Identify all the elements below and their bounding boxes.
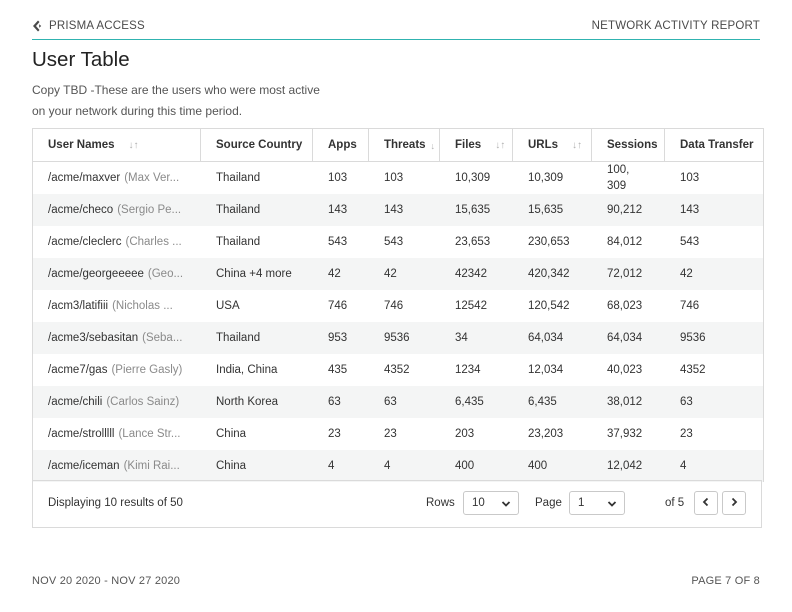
sessions-cell: 12,042 xyxy=(607,460,643,472)
urls-cell: 12,034 xyxy=(528,364,564,376)
threats-cell: 103 xyxy=(384,172,404,184)
country-cell: Thailand xyxy=(216,332,261,344)
data-transfer-cell: 103 xyxy=(680,172,700,184)
user-name-cell[interactable]: /acme/cleclerc (Charles ... xyxy=(48,236,182,248)
files-cell: 10,309 xyxy=(455,172,491,184)
apps-cell: 23 xyxy=(328,428,341,440)
data-transfer-cell: 63 xyxy=(680,396,693,408)
apps-cell: 953 xyxy=(328,332,348,344)
column-header-user-names[interactable]: User Names ↓↑ xyxy=(33,129,201,161)
country-cell: China +4 more xyxy=(216,268,292,280)
apps-cell: 63 xyxy=(328,396,341,408)
apps-cell: 746 xyxy=(328,300,348,312)
table-row[interactable] xyxy=(33,354,763,386)
rows-label: Rows xyxy=(426,497,455,509)
brand-name: PRISMA ACCESS xyxy=(49,20,145,32)
user-name-cell[interactable]: /acme/checo (Sergio Pe... xyxy=(48,204,182,216)
table-header-row xyxy=(33,129,763,162)
sort-arrows-icon[interactable]: ↓↑ xyxy=(572,139,583,151)
country-cell: China xyxy=(216,460,247,472)
threats-cell: 42 xyxy=(384,268,397,280)
sessions-cell: 100, 309 xyxy=(607,164,630,192)
country-cell: USA xyxy=(216,300,240,312)
sessions-cell: 38,012 xyxy=(607,396,643,408)
table-row[interactable] xyxy=(33,290,763,322)
chevron-down-icon xyxy=(607,499,617,507)
urls-cell: 120,542 xyxy=(528,300,570,312)
threats-cell: 63 xyxy=(384,396,397,408)
country-cell: India, China xyxy=(216,364,278,376)
files-cell: 1234 xyxy=(455,364,481,376)
column-header-apps[interactable]: Apps xyxy=(313,129,369,161)
sessions-cell: 84,012 xyxy=(607,236,643,248)
report-date-range: NOV 20 2020 - NOV 27 2020 xyxy=(32,575,181,587)
chevron-right-icon xyxy=(730,497,738,510)
user-name-cell[interactable]: /acme3/sebasitan (Seba... xyxy=(48,332,183,344)
data-transfer-cell: 143 xyxy=(680,204,700,216)
brand xyxy=(32,20,145,32)
user-name-cell[interactable]: /acme/chili (Carlos Sainz) xyxy=(48,396,180,408)
user-name-cell[interactable]: /acme/georgeeeee (Geo... xyxy=(48,268,184,280)
chevron-left-icon xyxy=(702,497,710,510)
files-cell: 15,635 xyxy=(455,204,491,216)
page-count: of 5 xyxy=(665,497,685,509)
threats-cell: 9536 xyxy=(384,332,410,344)
data-transfer-cell: 543 xyxy=(680,236,700,248)
data-transfer-cell: 9536 xyxy=(680,332,706,344)
user-name-cell[interactable]: /acme7/gas (Pierre Gasly) xyxy=(48,364,183,376)
results-summary: Displaying 10 results of 50 xyxy=(48,497,183,509)
threats-cell: 746 xyxy=(384,300,404,312)
report-header xyxy=(32,18,760,40)
data-transfer-cell: 4 xyxy=(680,460,687,472)
sessions-cell: 37,932 xyxy=(607,428,643,440)
prisma-logo-icon xyxy=(32,20,44,32)
apps-cell: 4 xyxy=(328,460,335,472)
table-row[interactable] xyxy=(33,194,763,226)
column-header-files[interactable]: Files ↓↑ xyxy=(440,129,513,161)
data-transfer-cell: 42 xyxy=(680,268,693,280)
table-row[interactable] xyxy=(33,386,763,418)
table-row[interactable] xyxy=(33,162,763,194)
sort-arrows-icon[interactable]: ↓↑ xyxy=(495,139,506,151)
user-name-cell[interactable]: /acme/maxver (Max Ver... xyxy=(48,172,180,184)
apps-cell: 435 xyxy=(328,364,348,376)
sessions-cell: 40,023 xyxy=(607,364,643,376)
table-row[interactable] xyxy=(33,322,763,354)
table-row[interactable] xyxy=(33,418,763,450)
rows-per-page-value: 10 xyxy=(472,497,485,509)
files-cell: 42342 xyxy=(455,268,487,280)
column-header-threats[interactable]: Threats ↓ xyxy=(369,129,440,161)
country-cell: Thailand xyxy=(216,172,261,184)
page-value: 1 xyxy=(578,497,585,509)
user-name-cell[interactable]: /acm3/latifiii (Nicholas ... xyxy=(48,300,173,312)
urls-cell: 64,034 xyxy=(528,332,564,344)
urls-cell: 400 xyxy=(528,460,548,472)
sessions-cell: 68,023 xyxy=(607,300,643,312)
page-select[interactable] xyxy=(569,491,625,515)
user-name-cell[interactable]: /acme/strolllll (Lance Str... xyxy=(48,428,181,440)
files-cell: 203 xyxy=(455,428,475,440)
threats-cell: 143 xyxy=(384,204,404,216)
apps-cell: 543 xyxy=(328,236,348,248)
files-cell: 12542 xyxy=(455,300,487,312)
threats-cell: 543 xyxy=(384,236,404,248)
urls-cell: 420,342 xyxy=(528,268,570,280)
rows-per-page-select[interactable] xyxy=(463,491,519,515)
files-cell: 6,435 xyxy=(455,396,484,408)
user-table xyxy=(32,128,764,482)
threats-cell: 4 xyxy=(384,460,391,472)
column-header-source-country[interactable]: Source Country xyxy=(201,129,313,161)
table-row[interactable] xyxy=(33,226,763,258)
country-cell: China xyxy=(216,428,247,440)
country-cell: Thailand xyxy=(216,204,261,216)
files-cell: 23,653 xyxy=(455,236,491,248)
country-cell: Thailand xyxy=(216,236,261,248)
data-transfer-cell: 4352 xyxy=(680,364,706,376)
data-transfer-cell: 23 xyxy=(680,428,693,440)
chevron-down-icon xyxy=(501,499,511,507)
apps-cell: 103 xyxy=(328,172,348,184)
threats-cell: 23 xyxy=(384,428,397,440)
previous-page-button[interactable] xyxy=(694,491,718,515)
apps-cell: 143 xyxy=(328,204,348,216)
urls-cell: 23,203 xyxy=(528,428,564,440)
data-transfer-cell: 746 xyxy=(680,300,700,312)
page-label: Page xyxy=(535,497,562,509)
page-indicator: PAGE 7 OF 8 xyxy=(691,575,760,587)
user-name-cell[interactable]: /acme/iceman (Kimi Rai... xyxy=(48,460,180,472)
column-resize-handle[interactable]: ↓ xyxy=(430,141,435,151)
sessions-cell: 90,212 xyxy=(607,204,643,216)
urls-cell: 10,309 xyxy=(528,172,564,184)
report-title: NETWORK ACTIVITY REPORT xyxy=(591,20,760,32)
files-cell: 34 xyxy=(455,332,468,344)
column-header-urls[interactable]: URLs ↓↑ xyxy=(513,129,592,161)
threats-cell: 4352 xyxy=(384,364,410,376)
country-cell: North Korea xyxy=(216,396,279,408)
column-header-sessions[interactable]: Sessions xyxy=(592,129,665,161)
urls-cell: 15,635 xyxy=(528,204,564,216)
column-header-data-transfer[interactable]: Data Transfer xyxy=(680,139,754,151)
page-description: Copy TBD -These are the users who were most active on your network during this time period. xyxy=(32,83,320,118)
table-row[interactable] xyxy=(33,450,763,482)
pagination-bar xyxy=(32,480,762,528)
urls-cell: 6,435 xyxy=(528,396,557,408)
sessions-cell: 64,034 xyxy=(607,332,643,344)
next-page-button[interactable] xyxy=(722,491,746,515)
apps-cell: 42 xyxy=(328,268,341,280)
page-title: User Table xyxy=(32,48,130,71)
sessions-cell: 72,012 xyxy=(607,268,643,280)
urls-cell: 230,653 xyxy=(528,236,570,248)
sort-arrows-icon[interactable]: ↓↑ xyxy=(128,139,139,151)
files-cell: 400 xyxy=(455,460,475,472)
table-row[interactable] xyxy=(33,258,763,290)
